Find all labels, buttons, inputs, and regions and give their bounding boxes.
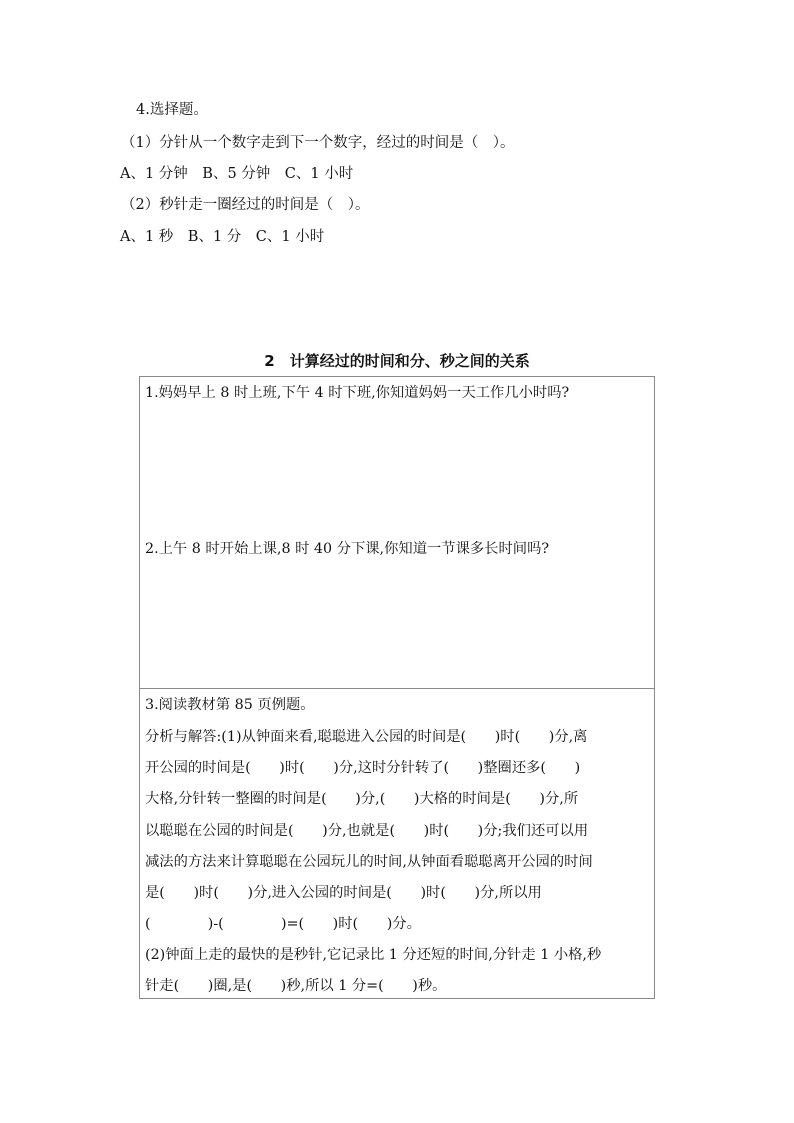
question-2-options: A、1 秒 B、1 分 C、1 小时: [120, 229, 325, 245]
exercise-table: [139, 376, 655, 999]
row2-line: 开公园的时间是( )时( )分,这时分针转了( )整圈还多( ): [145, 760, 581, 776]
row2-line: 以聪聪在公园的时间是( )分,也就是( )时( )分;我们还可以用: [145, 823, 589, 839]
question-1: （1）分针从一个数字走到下一个数字，经过的时间是（ ）。: [121, 135, 515, 151]
table-q1: 1.妈妈早上 8 时上班,下午 4 时下班,你知道妈妈一天工作几小时吗?: [145, 385, 570, 401]
choice-heading: 4.选择题。: [136, 102, 208, 118]
row2-line: 3.阅读教材第 85 页例题。: [145, 697, 315, 713]
row2-line: 减法的方法来计算聪聪在公园玩儿的时间,从钟面看聪聪离开公园的时间: [145, 854, 593, 870]
row2-line: 针走( )圈,是( )秒,所以 1 分=( )秒。: [145, 978, 447, 994]
section-title: 2 计算经过的时间和分、秒之间的关系: [264, 352, 530, 370]
question-1-options: A、1 分钟 B、5 分钟 C、1 小时: [120, 166, 354, 182]
row2-line: 是( )时( )分,进入公园的时间是( )时( )分,所以用: [145, 885, 542, 901]
row2-line: 大格,分针转一整圈的时间是( )分,( )大格的时间是( )分,所: [145, 791, 579, 807]
question-2: （2）秒针走一圈经过的时间是（ ）。: [121, 197, 370, 213]
row2-line: 分析与解答:(1)从钟面来看,聪聪进入公园的时间是( )时( )分,离: [145, 729, 588, 745]
table-row-divider: [140, 688, 654, 689]
row2-line: (2)钟面上走的最快的是秒针,它记录比 1 分还短的时间,分针走 1 小格,秒: [145, 947, 602, 963]
table-q2: 2.上午 8 时开始上课,8 时 40 分下课,你知道一节课多长时间吗?: [145, 541, 550, 557]
row2-line: ( )-( )=( )时( )分。: [145, 916, 421, 932]
